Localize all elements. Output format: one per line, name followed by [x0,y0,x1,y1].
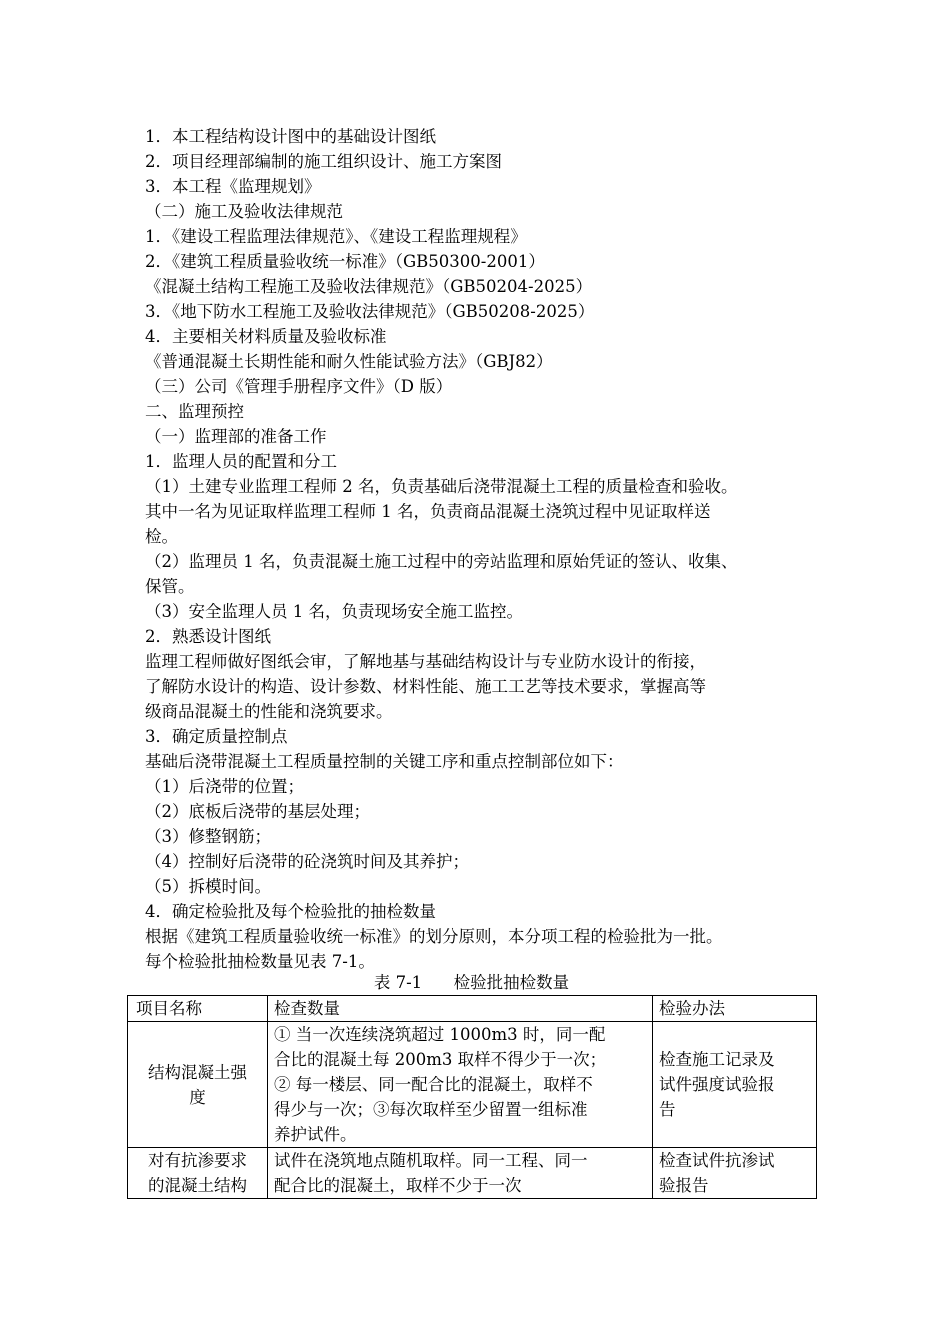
text-line: 4．主要相关材料质量及验收标准 [145,327,387,346]
header-item-name: 项目名称 [128,996,268,1022]
text-line: 监理工程师做好图纸会审，了解地基与基础结构设计与专业防水设计的衔接， [145,652,706,671]
body-text [145,124,825,974]
cell-line: 对有抗渗要求 [148,1151,247,1170]
text-line: 根据《建筑工程质量验收统一标准》的划分原则，本分项工程的检验批为一批。 [145,927,723,946]
cell-check-method [653,1148,817,1199]
table-row [128,1148,817,1199]
text-line: 1．监理人员的配置和分工 [145,452,337,471]
section-heading: （一）监理部的准备工作 [145,427,327,446]
text-line: 2．熟悉设计图纸 [145,627,271,646]
text-line: （5）拆模时间。 [145,877,271,896]
text-line: 了解防水设计的构造、设计参数、材料性能、施工工艺等技术要求，掌握高等 [145,677,706,696]
text-line: 2．《建筑工程质量验收统一标准》（GB50300-2001） [145,252,545,271]
header-check-method: 检验办法 [653,996,817,1022]
header-check-count: 检查数量 [268,996,653,1022]
text-line: 每个检验批抽检数量见表 7-1。 [145,952,375,971]
text-line: （1）后浇带的位置； [145,777,304,796]
cell-line: 结构混凝土强 [148,1062,247,1082]
cell-check-method [653,1022,817,1148]
cell-line: 养护试件。 [274,1125,357,1144]
text-line: （3）修整钢筋； [145,827,271,846]
cell-line: 的混凝土结构 [148,1176,247,1195]
text-line: （4）控制好后浇带的砼浇筑时间及其养护； [145,852,469,871]
text-line: 2．项目经理部编制的施工组织设计、施工方案图 [145,152,502,171]
cell-line: ① 当一次连续浇筑超过 1000m3 时，同一配 [274,1025,606,1044]
text-line: （2）底板后浇带的基层处理； [145,802,370,821]
text-line: 其中一名为见证取样监理工程师 1 名，负责商品混凝土浇筑过程中见证取样送 [145,502,711,521]
cell-line: 配合比的混凝土，取样不少于一次 [274,1176,522,1195]
cell-line: 合比的混凝土每 200m3 取样不得少于一次； [274,1050,607,1069]
cell-line: 验报告 [659,1176,709,1195]
text-line: 1．《建设工程监理法律规范》、《建设工程监理规程》 [145,227,527,246]
cell-check-count [268,1022,653,1148]
text-line: 保管。 [145,577,195,596]
text-line: 基础后浇带混凝土工程质量控制的关键工序和重点控制部位如下： [145,752,624,771]
text-line: 《混凝土结构工程施工及验收法律规范》（GB50204-2025） [145,277,593,296]
text-line: （3）安全监理人员 1 名，负责现场安全施工监控。 [145,602,523,621]
cell-line: 告 [659,1100,676,1119]
text-line: 3．《地下防水工程施工及验收法律规范》（GB50208-2025） [145,302,595,321]
text-line: 《普通混凝土长期性能和耐久性能试验方法》（GBJ82） [145,352,553,371]
text-line: 级商品混凝土的性能和浇筑要求。 [145,702,393,721]
table-row [128,1022,817,1148]
cell-line: ② 每一楼层、同一配合比的混凝土，取样不 [274,1075,593,1094]
table-caption: 表 7-1 检验批抽检数量 [373,973,570,992]
text-line: 检。 [145,527,178,546]
text-line: 1．本工程结构设计图中的基础设计图纸 [145,127,436,146]
text-line: （2）监理员 1 名，负责混凝土施工过程中的旁站监理和原始凭证的签认、收集、 [145,552,738,571]
text-line: 3．本工程《监理规划》 [145,177,321,196]
text-line: （1）土建专业监理工程师 2 名，负责基础后浇带混凝土工程的质量检查和验收。 [145,477,738,496]
section-heading: （三）公司《管理手册程序文件》（D 版） [145,377,453,396]
text-line: 3．确定质量控制点 [145,727,288,746]
cell-line: 试件强度试验报 [659,1075,775,1094]
section-heading: （二）施工及验收法律规范 [145,202,343,221]
cell-line: 检查施工记录及 [659,1050,775,1069]
cell-line: 试件在浇筑地点随机取样。同一工程、同一 [274,1151,588,1170]
cell-line: 检查试件抗渗试 [659,1151,775,1170]
cell-check-count [268,1148,653,1199]
section-heading: 二、监理预控 [145,402,244,421]
cell-line: 得少与一次；③每次取样至少留置一组标准 [274,1100,588,1119]
text-line: 4．确定检验批及每个检验批的抽检数量 [145,902,436,921]
table-header-row [128,996,817,1022]
cell-item-name [128,1148,268,1199]
cell-line: 度 [189,1087,206,1107]
inspection-table [127,995,817,1199]
cell-item-name [128,1022,268,1148]
